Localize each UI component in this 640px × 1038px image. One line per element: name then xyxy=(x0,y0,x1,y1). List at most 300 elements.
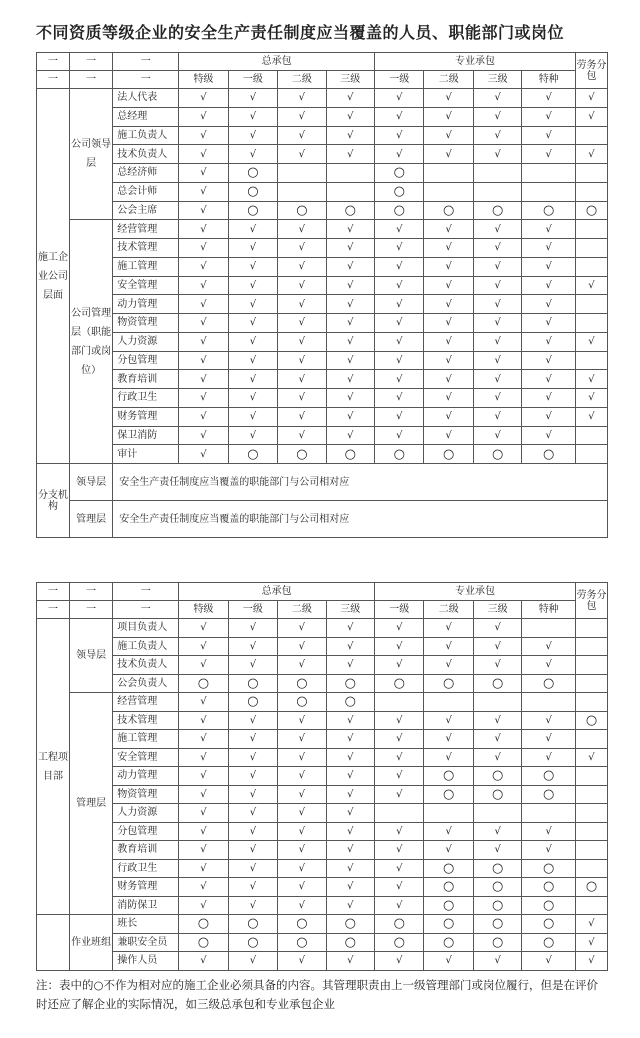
row-label: 人力资源 xyxy=(113,804,179,823)
check-mark: √ xyxy=(473,351,521,370)
row-label: 总经济师 xyxy=(113,164,179,183)
check-mark: √ xyxy=(375,656,424,675)
check-mark: √ xyxy=(179,952,228,971)
branch-group: 分支机构 xyxy=(37,464,70,538)
check-mark: √ xyxy=(278,295,326,314)
check-mark: √ xyxy=(522,952,576,971)
check-mark: √ xyxy=(473,89,521,108)
check-mark: √ xyxy=(278,841,326,860)
check-mark: √ xyxy=(179,878,228,897)
check-mark: √ xyxy=(424,295,473,314)
check-mark: √ xyxy=(424,370,473,389)
general-contract-header: 总承包 xyxy=(179,583,375,601)
empty-cell xyxy=(575,822,607,841)
check-mark: √ xyxy=(375,859,424,878)
check-mark: √ xyxy=(228,619,277,638)
check-mark: √ xyxy=(228,351,277,370)
grade-header: 特级 xyxy=(179,601,228,619)
circle-mark: ○ xyxy=(473,785,521,804)
check-mark: √ xyxy=(278,656,326,675)
row-label: 审计 xyxy=(113,445,179,464)
check-mark: √ xyxy=(522,841,576,860)
row-label: 安全管理 xyxy=(113,276,179,295)
check-mark: √ xyxy=(179,785,228,804)
check-mark: √ xyxy=(326,89,374,108)
circle-mark: ○ xyxy=(424,767,473,786)
check-mark: √ xyxy=(473,145,521,164)
circle-mark: ○ xyxy=(326,693,374,712)
check-mark: √ xyxy=(375,767,424,786)
check-mark: √ xyxy=(473,711,521,730)
check-mark: √ xyxy=(179,332,228,351)
check-mark: √ xyxy=(473,332,521,351)
check-mark: √ xyxy=(228,878,277,897)
check-mark: √ xyxy=(575,389,607,408)
check-mark: √ xyxy=(326,220,374,239)
check-mark: √ xyxy=(278,878,326,897)
check-mark: √ xyxy=(575,332,607,351)
row-label: 总会计师 xyxy=(113,182,179,201)
circle-mark: ○ xyxy=(228,674,277,693)
row-label: 财务管理 xyxy=(113,878,179,897)
check-mark: √ xyxy=(278,89,326,108)
check-mark: √ xyxy=(179,804,228,823)
circle-mark: ○ xyxy=(575,878,607,897)
company-leadership-group: 公司领导层 xyxy=(69,89,112,220)
check-mark: √ xyxy=(473,656,521,675)
check-mark: √ xyxy=(278,407,326,426)
check-mark: √ xyxy=(522,220,576,239)
check-mark: √ xyxy=(522,239,576,258)
check-mark: √ xyxy=(228,407,277,426)
check-mark: √ xyxy=(424,314,473,333)
empty-cell xyxy=(575,785,607,804)
circle-mark: ○ xyxy=(522,933,576,952)
row-label: 分包管理 xyxy=(113,822,179,841)
circle-mark: ○ xyxy=(522,201,576,220)
check-mark: √ xyxy=(179,182,228,201)
check-mark: √ xyxy=(278,314,326,333)
check-mark: √ xyxy=(375,822,424,841)
check-mark: √ xyxy=(575,145,607,164)
check-mark: √ xyxy=(326,239,374,258)
check-mark: √ xyxy=(179,220,228,239)
circle-mark: ○ xyxy=(522,896,576,915)
row-label: 经营管理 xyxy=(113,220,179,239)
check-mark: √ xyxy=(326,332,374,351)
dash-header: 一 xyxy=(69,71,112,89)
circle-mark: ○ xyxy=(278,445,326,464)
empty-cell xyxy=(375,804,424,823)
check-mark: √ xyxy=(375,878,424,897)
check-mark: √ xyxy=(522,276,576,295)
check-mark: √ xyxy=(522,107,576,126)
empty-cell xyxy=(424,164,473,183)
row-label: 教育培训 xyxy=(113,841,179,860)
check-mark: √ xyxy=(575,952,607,971)
circle-mark: ○ xyxy=(326,674,374,693)
check-mark: √ xyxy=(522,730,576,749)
circle-mark: ○ xyxy=(473,859,521,878)
circle-mark: ○ xyxy=(473,933,521,952)
circle-mark: ○ xyxy=(424,859,473,878)
check-mark: √ xyxy=(473,637,521,656)
circle-mark: ○ xyxy=(473,878,521,897)
check-mark: √ xyxy=(228,748,277,767)
grade-header: 一级 xyxy=(375,71,424,89)
check-mark: √ xyxy=(575,107,607,126)
row-label: 技术负责人 xyxy=(113,656,179,675)
check-mark: √ xyxy=(522,407,576,426)
empty-cell xyxy=(575,257,607,276)
company-level-group: 施工企业公司层面 xyxy=(37,89,70,464)
dash-header: 一 xyxy=(69,53,112,71)
check-mark: √ xyxy=(326,952,374,971)
check-mark: √ xyxy=(179,407,228,426)
empty-cell xyxy=(278,164,326,183)
company-level-table xyxy=(36,52,608,538)
row-label: 分包管理 xyxy=(113,351,179,370)
check-mark: √ xyxy=(326,370,374,389)
check-mark: √ xyxy=(278,748,326,767)
check-mark: √ xyxy=(228,637,277,656)
check-mark: √ xyxy=(179,896,228,915)
circle-mark: ○ xyxy=(228,445,277,464)
circle-mark: ○ xyxy=(424,674,473,693)
check-mark: √ xyxy=(326,257,374,276)
check-mark: √ xyxy=(228,239,277,258)
row-label: 动力管理 xyxy=(113,295,179,314)
check-mark: √ xyxy=(522,314,576,333)
check-mark: √ xyxy=(278,822,326,841)
check-mark: √ xyxy=(375,107,424,126)
check-mark: √ xyxy=(424,711,473,730)
check-mark: √ xyxy=(375,426,424,445)
check-mark: √ xyxy=(424,841,473,860)
check-mark: √ xyxy=(326,145,374,164)
check-mark: √ xyxy=(326,426,374,445)
check-mark: √ xyxy=(326,841,374,860)
branch-row-label: 管理层 xyxy=(69,501,112,538)
check-mark: √ xyxy=(424,257,473,276)
circle-mark: ○ xyxy=(375,445,424,464)
specialty-contract-header: 专业承包 xyxy=(375,53,576,71)
row-label: 行政卫生 xyxy=(113,389,179,408)
grade-header: 三级 xyxy=(473,601,521,619)
grade-header: 二级 xyxy=(424,71,473,89)
circle-mark: ○ xyxy=(228,182,277,201)
check-mark: √ xyxy=(424,619,473,638)
grade-header: 一级 xyxy=(375,601,424,619)
check-mark: √ xyxy=(278,952,326,971)
check-mark: √ xyxy=(179,711,228,730)
row-label: 物资管理 xyxy=(113,314,179,333)
check-mark: √ xyxy=(326,126,374,145)
check-mark: √ xyxy=(228,257,277,276)
project-level-table xyxy=(36,582,608,971)
check-mark: √ xyxy=(575,89,607,108)
empty-cell xyxy=(575,637,607,656)
check-mark: √ xyxy=(473,748,521,767)
check-mark: √ xyxy=(179,276,228,295)
check-mark: √ xyxy=(522,426,576,445)
check-mark: √ xyxy=(228,767,277,786)
check-mark: √ xyxy=(375,952,424,971)
labor-subcontract-header: 劳务分包 xyxy=(575,583,607,619)
row-label: 财务管理 xyxy=(113,407,179,426)
row-label: 保卫消防 xyxy=(113,426,179,445)
check-mark: √ xyxy=(522,637,576,656)
check-mark: √ xyxy=(575,748,607,767)
empty-cell xyxy=(575,674,607,693)
check-mark: √ xyxy=(179,239,228,258)
circle-mark: ○ xyxy=(326,445,374,464)
grade-header: 一级 xyxy=(228,71,277,89)
row-label: 公会负责人 xyxy=(113,674,179,693)
check-mark: √ xyxy=(228,89,277,108)
check-mark: √ xyxy=(473,276,521,295)
empty-cell xyxy=(575,351,607,370)
row-label: 行政卫生 xyxy=(113,859,179,878)
check-mark: √ xyxy=(326,748,374,767)
check-mark: √ xyxy=(326,351,374,370)
check-mark: √ xyxy=(375,370,424,389)
row-label: 施工负责人 xyxy=(113,637,179,656)
check-mark: √ xyxy=(424,145,473,164)
check-mark: √ xyxy=(179,693,228,712)
check-mark: √ xyxy=(278,637,326,656)
check-mark: √ xyxy=(228,785,277,804)
empty-cell xyxy=(473,693,521,712)
circle-mark: ○ xyxy=(375,933,424,952)
check-mark: √ xyxy=(278,126,326,145)
check-mark: √ xyxy=(278,370,326,389)
circle-mark: ○ xyxy=(522,915,576,934)
empty-cell xyxy=(575,126,607,145)
specialty-contract-header: 专业承包 xyxy=(375,583,576,601)
check-mark: √ xyxy=(179,822,228,841)
grade-header: 三级 xyxy=(326,71,374,89)
grade-header: 三级 xyxy=(326,601,374,619)
circle-mark: ○ xyxy=(522,767,576,786)
circle-mark: ○ xyxy=(375,674,424,693)
check-mark: √ xyxy=(375,220,424,239)
check-mark: √ xyxy=(278,730,326,749)
check-mark: √ xyxy=(473,239,521,258)
circle-mark: ○ xyxy=(424,445,473,464)
check-mark: √ xyxy=(522,332,576,351)
circle-mark: ○ xyxy=(522,878,576,897)
check-mark: √ xyxy=(522,748,576,767)
check-mark: √ xyxy=(278,785,326,804)
check-mark: √ xyxy=(179,145,228,164)
check-mark: √ xyxy=(228,859,277,878)
check-mark: √ xyxy=(522,370,576,389)
check-mark: √ xyxy=(424,126,473,145)
check-mark: √ xyxy=(278,220,326,239)
dash-header: 一 xyxy=(37,601,70,619)
row-label: 人力资源 xyxy=(113,332,179,351)
empty-cell xyxy=(375,693,424,712)
check-mark: √ xyxy=(228,896,277,915)
row-label: 消防保卫 xyxy=(113,896,179,915)
circle-mark: ○ xyxy=(179,674,228,693)
empty-cell xyxy=(326,182,374,201)
row-label: 技术管理 xyxy=(113,711,179,730)
check-mark: √ xyxy=(179,445,228,464)
circle-mark: ○ xyxy=(424,201,473,220)
check-mark: √ xyxy=(424,276,473,295)
circle-mark: ○ xyxy=(424,915,473,934)
check-mark: √ xyxy=(228,822,277,841)
check-mark: √ xyxy=(278,389,326,408)
check-mark: √ xyxy=(522,89,576,108)
check-mark: √ xyxy=(575,276,607,295)
check-mark: √ xyxy=(179,107,228,126)
branch-row-text: 安全生产责任制度应当覆盖的职能部门与公司相对应 xyxy=(113,464,608,501)
row-label: 操作人员 xyxy=(113,952,179,971)
empty-cell xyxy=(575,619,607,638)
empty-cell xyxy=(575,804,607,823)
branch-row-text: 安全生产责任制度应当覆盖的职能部门与公司相对应 xyxy=(113,501,608,538)
grade-header: 二级 xyxy=(424,601,473,619)
dash-header: 一 xyxy=(69,583,112,601)
check-mark: √ xyxy=(375,257,424,276)
dash-header: 一 xyxy=(37,71,70,89)
empty-cell xyxy=(473,182,521,201)
page-title: 不同资质等级企业的安全生产责任制度应当覆盖的人员、职能部门或岗位 xyxy=(36,23,565,42)
check-mark: √ xyxy=(473,407,521,426)
check-mark: √ xyxy=(179,314,228,333)
row-label: 教育培训 xyxy=(113,370,179,389)
check-mark: √ xyxy=(228,952,277,971)
check-mark: √ xyxy=(375,785,424,804)
check-mark: √ xyxy=(326,295,374,314)
grade-header: 三级 xyxy=(473,71,521,89)
check-mark: √ xyxy=(179,370,228,389)
check-mark: √ xyxy=(228,389,277,408)
check-mark: √ xyxy=(575,933,607,952)
empty-cell xyxy=(575,445,607,464)
check-mark: √ xyxy=(326,107,374,126)
check-mark: √ xyxy=(228,220,277,239)
check-mark: √ xyxy=(473,426,521,445)
check-mark: √ xyxy=(278,239,326,258)
check-mark: √ xyxy=(473,220,521,239)
check-mark: √ xyxy=(424,89,473,108)
circle-mark: ○ xyxy=(522,859,576,878)
work-team-group: 作业班组 xyxy=(69,915,112,971)
row-label: 动力管理 xyxy=(113,767,179,786)
empty-cell xyxy=(575,426,607,445)
check-mark: √ xyxy=(424,952,473,971)
check-mark: √ xyxy=(375,351,424,370)
empty-cell xyxy=(575,841,607,860)
row-label: 施工管理 xyxy=(113,257,179,276)
check-mark: √ xyxy=(228,841,277,860)
circle-mark: ○ xyxy=(278,915,326,934)
circle-mark: ○ xyxy=(228,915,277,934)
check-mark: √ xyxy=(424,426,473,445)
dash-header: 一 xyxy=(113,601,179,619)
check-mark: √ xyxy=(424,107,473,126)
check-mark: √ xyxy=(326,785,374,804)
check-mark: √ xyxy=(375,896,424,915)
circle-mark: ○ xyxy=(473,445,521,464)
empty-cell xyxy=(522,619,576,638)
check-mark: √ xyxy=(375,389,424,408)
check-mark: √ xyxy=(375,619,424,638)
check-mark: √ xyxy=(424,656,473,675)
check-mark: √ xyxy=(575,915,607,934)
check-mark: √ xyxy=(326,822,374,841)
check-mark: √ xyxy=(278,767,326,786)
check-mark: √ xyxy=(473,730,521,749)
empty-cell xyxy=(522,182,576,201)
dash-header: 一 xyxy=(113,53,179,71)
check-mark: √ xyxy=(424,748,473,767)
circle-mark: ○ xyxy=(375,201,424,220)
circle-mark: ○ xyxy=(375,915,424,934)
grade-header: 二级 xyxy=(278,71,326,89)
check-mark: √ xyxy=(278,619,326,638)
empty-cell xyxy=(522,804,576,823)
check-mark: √ xyxy=(473,107,521,126)
check-mark: √ xyxy=(375,276,424,295)
row-label: 总经理 xyxy=(113,107,179,126)
check-mark: √ xyxy=(228,276,277,295)
grade-header: 特种 xyxy=(522,601,576,619)
check-mark: √ xyxy=(424,407,473,426)
circle-mark: ○ xyxy=(228,933,277,952)
check-mark: √ xyxy=(228,426,277,445)
check-mark: √ xyxy=(375,295,424,314)
circle-mark: ○ xyxy=(424,896,473,915)
check-mark: √ xyxy=(326,407,374,426)
empty-cell xyxy=(575,182,607,201)
check-mark: √ xyxy=(179,730,228,749)
check-mark: √ xyxy=(179,859,228,878)
empty-cell xyxy=(37,915,70,971)
circle-mark: ○ xyxy=(375,182,424,201)
check-mark: √ xyxy=(375,730,424,749)
row-label: 法人代表 xyxy=(113,89,179,108)
circle-mark: ○ xyxy=(326,915,374,934)
project-leadership-group: 领导层 xyxy=(69,619,112,693)
check-mark: √ xyxy=(326,656,374,675)
empty-cell xyxy=(473,804,521,823)
row-label: 施工负责人 xyxy=(113,126,179,145)
check-mark: √ xyxy=(326,276,374,295)
grade-header: 二级 xyxy=(278,601,326,619)
check-mark: √ xyxy=(473,295,521,314)
check-mark: √ xyxy=(424,389,473,408)
grade-header: 一级 xyxy=(228,601,277,619)
check-mark: √ xyxy=(473,370,521,389)
row-label: 公会主席 xyxy=(113,201,179,220)
empty-cell xyxy=(522,164,576,183)
row-label: 物资管理 xyxy=(113,785,179,804)
circle-mark: ○ xyxy=(522,445,576,464)
check-mark: √ xyxy=(326,314,374,333)
check-mark: √ xyxy=(522,257,576,276)
check-mark: √ xyxy=(326,804,374,823)
grade-header: 特种 xyxy=(522,71,576,89)
circle-mark: ○ xyxy=(375,164,424,183)
check-mark: √ xyxy=(522,145,576,164)
empty-cell xyxy=(575,239,607,258)
general-contract-header: 总承包 xyxy=(179,53,375,71)
